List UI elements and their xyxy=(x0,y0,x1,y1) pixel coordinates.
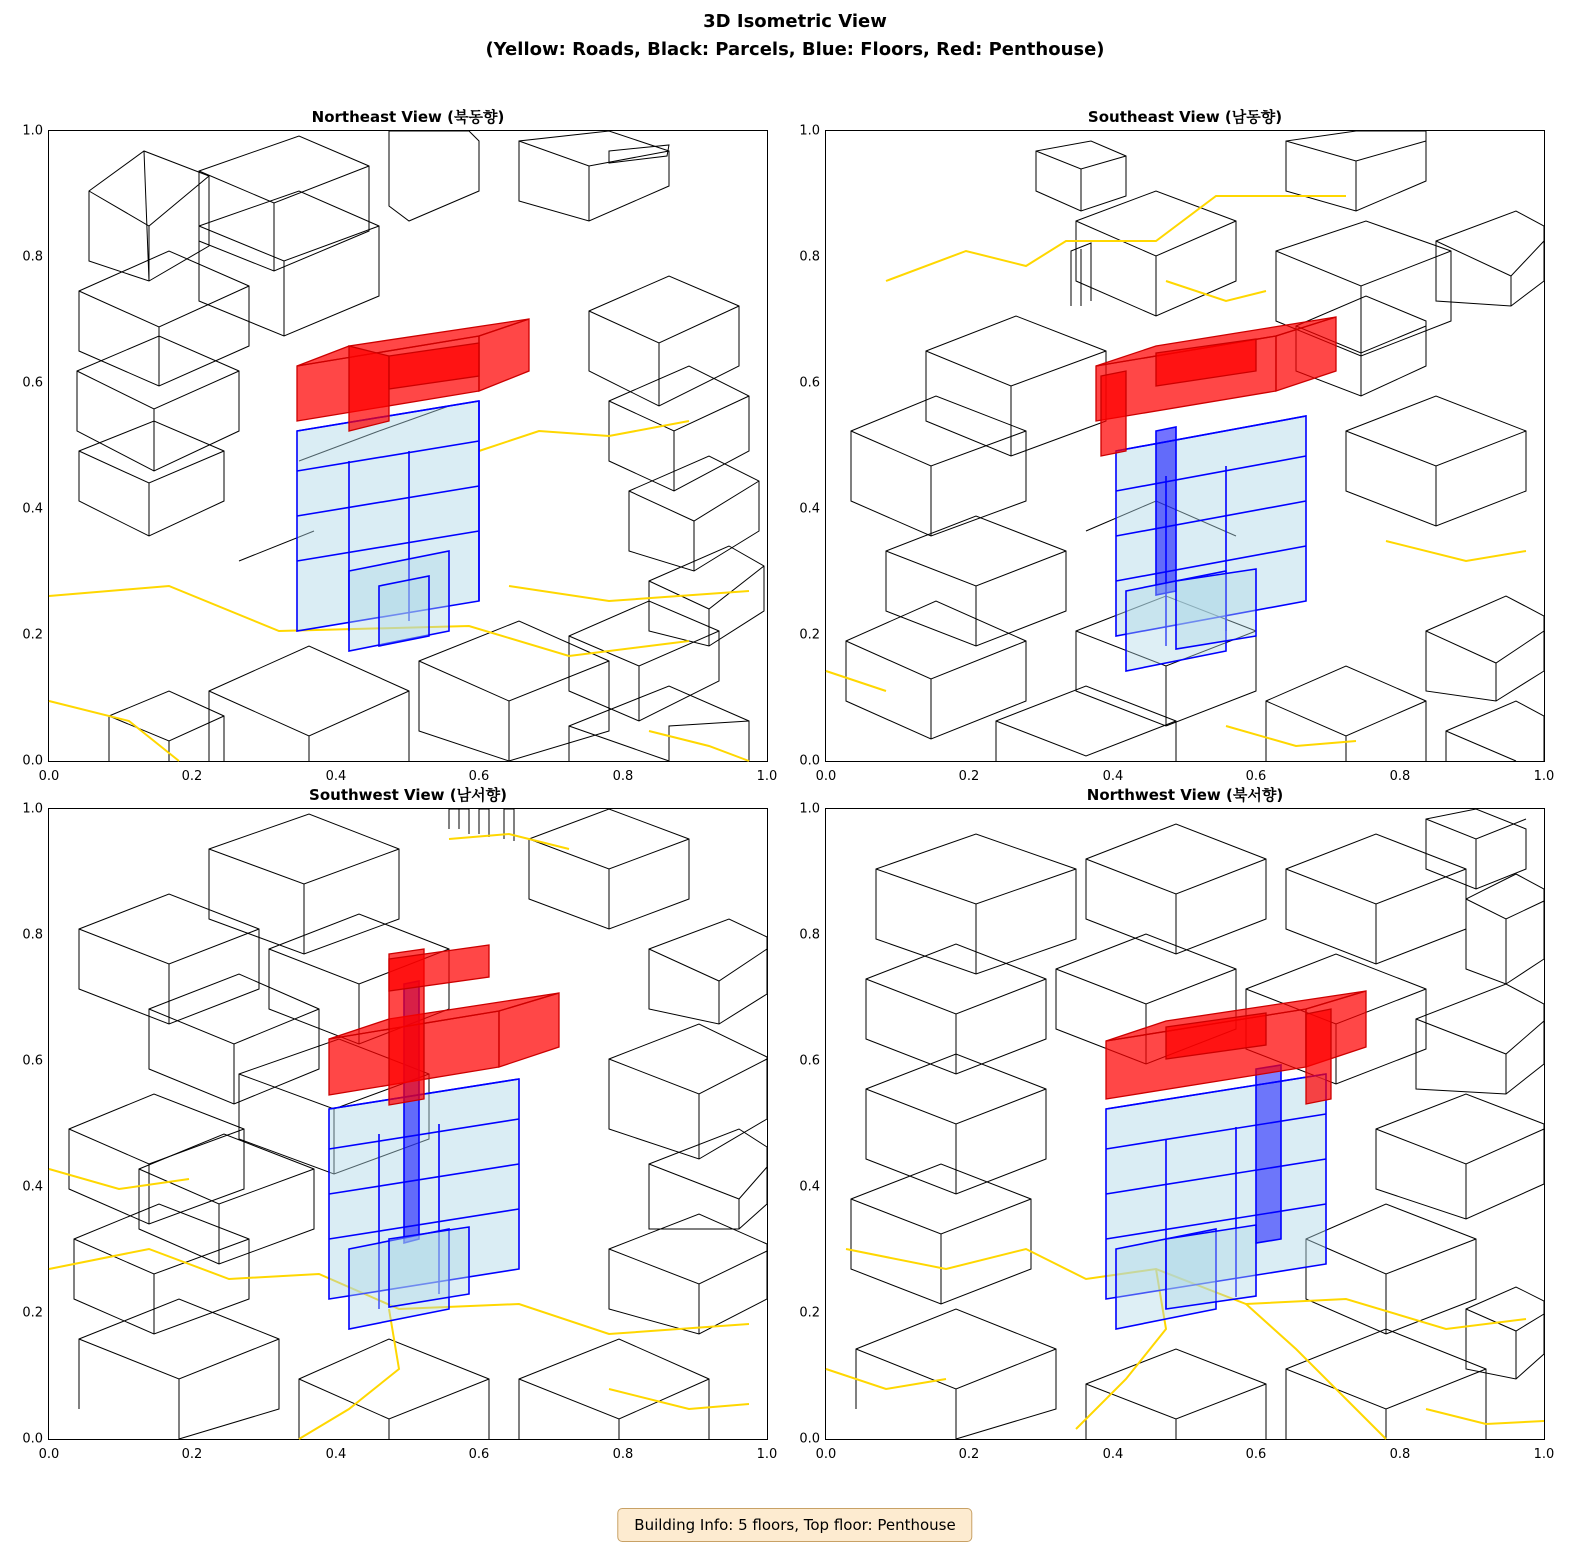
panel-northeast-title: Northeast View (북동향) xyxy=(311,108,505,126)
figure-title-line2: (Yellow: Roads, Black: Parcels, Blue: Floors, Red: Penthouse) xyxy=(485,39,1105,60)
xtick-0-6: 0.6 xyxy=(468,769,490,784)
xtick-0-0: 0.0 xyxy=(38,1447,60,1462)
panel-northeast-axes[interactable] xyxy=(22,123,778,784)
ytick-0-6: 0.6 xyxy=(799,1053,820,1069)
building-penthouse-sw xyxy=(329,945,559,1105)
panel-southwest-axes[interactable] xyxy=(22,801,778,1462)
panel-northwest-title: Northwest View (북서향) xyxy=(1086,786,1284,804)
ytick-0-2: 0.2 xyxy=(22,1305,43,1321)
panel-southeast-axes[interactable] xyxy=(799,123,1555,784)
xtick-0-2: 0.2 xyxy=(181,1447,203,1462)
ytick-1-0: 1.0 xyxy=(22,801,43,817)
figure-title xyxy=(0,8,1590,64)
xtick-0-6: 0.6 xyxy=(1245,769,1267,784)
xtick-1-0: 1.0 xyxy=(1533,1447,1555,1462)
panel-southwest xyxy=(22,786,778,1462)
xtick-0-4: 0.4 xyxy=(1102,1447,1124,1462)
building-floors-nw xyxy=(1106,1065,1326,1329)
xtick-0-4: 0.4 xyxy=(325,769,347,784)
ytick-0-0: 0.0 xyxy=(799,1431,820,1447)
xtick-1-0: 1.0 xyxy=(756,1447,778,1462)
panel-southeast-title: Southeast View (남동향) xyxy=(1087,108,1283,126)
xtick-0-8: 0.8 xyxy=(612,1447,634,1462)
panel-northeast xyxy=(22,108,778,784)
ytick-0-8: 0.8 xyxy=(22,927,43,943)
ytick-0-2: 0.2 xyxy=(22,627,43,643)
ytick-0-6: 0.6 xyxy=(22,1053,43,1069)
ytick-0-2: 0.2 xyxy=(799,627,820,643)
panel-northwest-axes[interactable] xyxy=(799,801,1555,1462)
building-floors-se xyxy=(1116,416,1306,671)
ytick-1-0: 1.0 xyxy=(799,123,820,139)
xtick-0-4: 0.4 xyxy=(325,1447,347,1462)
northeast-scene xyxy=(49,131,767,761)
xtick-0-4: 0.4 xyxy=(1102,769,1124,784)
ytick-1-0: 1.0 xyxy=(799,801,820,817)
xtick-1-0: 1.0 xyxy=(1533,769,1555,784)
ytick-0-8: 0.8 xyxy=(799,249,820,265)
ytick-0-4: 0.4 xyxy=(799,501,820,517)
ytick-0-8: 0.8 xyxy=(22,249,43,265)
southeast-scene xyxy=(826,131,1544,761)
xtick-0-2: 0.2 xyxy=(958,769,980,784)
xtick-0-8: 0.8 xyxy=(1389,1447,1411,1462)
ytick-0-4: 0.4 xyxy=(22,501,43,517)
ytick-0-0: 0.0 xyxy=(22,1431,43,1447)
southwest-scene xyxy=(49,809,767,1439)
panel-southwest-title: Southwest View (남서향) xyxy=(309,786,507,804)
xtick-0-6: 0.6 xyxy=(1245,1447,1267,1462)
ytick-0-4: 0.4 xyxy=(22,1179,43,1195)
ytick-0-8: 0.8 xyxy=(799,927,820,943)
ytick-1-0: 1.0 xyxy=(22,123,43,139)
panel-northwest xyxy=(799,786,1555,1462)
xtick-0-8: 0.8 xyxy=(1389,769,1411,784)
xtick-0-2: 0.2 xyxy=(181,769,203,784)
northwest-scene xyxy=(826,809,1544,1439)
ytick-0-4: 0.4 xyxy=(799,1179,820,1195)
xtick-0-0: 0.0 xyxy=(38,769,60,784)
ytick-0-0: 0.0 xyxy=(799,753,820,769)
xtick-0-2: 0.2 xyxy=(958,1447,980,1462)
xtick-0-8: 0.8 xyxy=(612,769,634,784)
xtick-0-0: 0.0 xyxy=(815,769,837,784)
xtick-1-0: 1.0 xyxy=(756,769,778,784)
ytick-0-6: 0.6 xyxy=(799,375,820,391)
xtick-0-6: 0.6 xyxy=(468,1447,490,1462)
building-floors-ne xyxy=(297,401,479,651)
figure-title-line1: 3D Isometric View xyxy=(703,11,887,32)
xtick-0-0: 0.0 xyxy=(815,1447,837,1462)
panel-southeast xyxy=(799,108,1555,784)
ytick-0-2: 0.2 xyxy=(799,1305,820,1321)
building-info-note: Building Info: 5 floors, Top floor: Penthouse xyxy=(617,1508,972,1542)
ytick-0-0: 0.0 xyxy=(22,753,43,769)
ytick-0-6: 0.6 xyxy=(22,375,43,391)
